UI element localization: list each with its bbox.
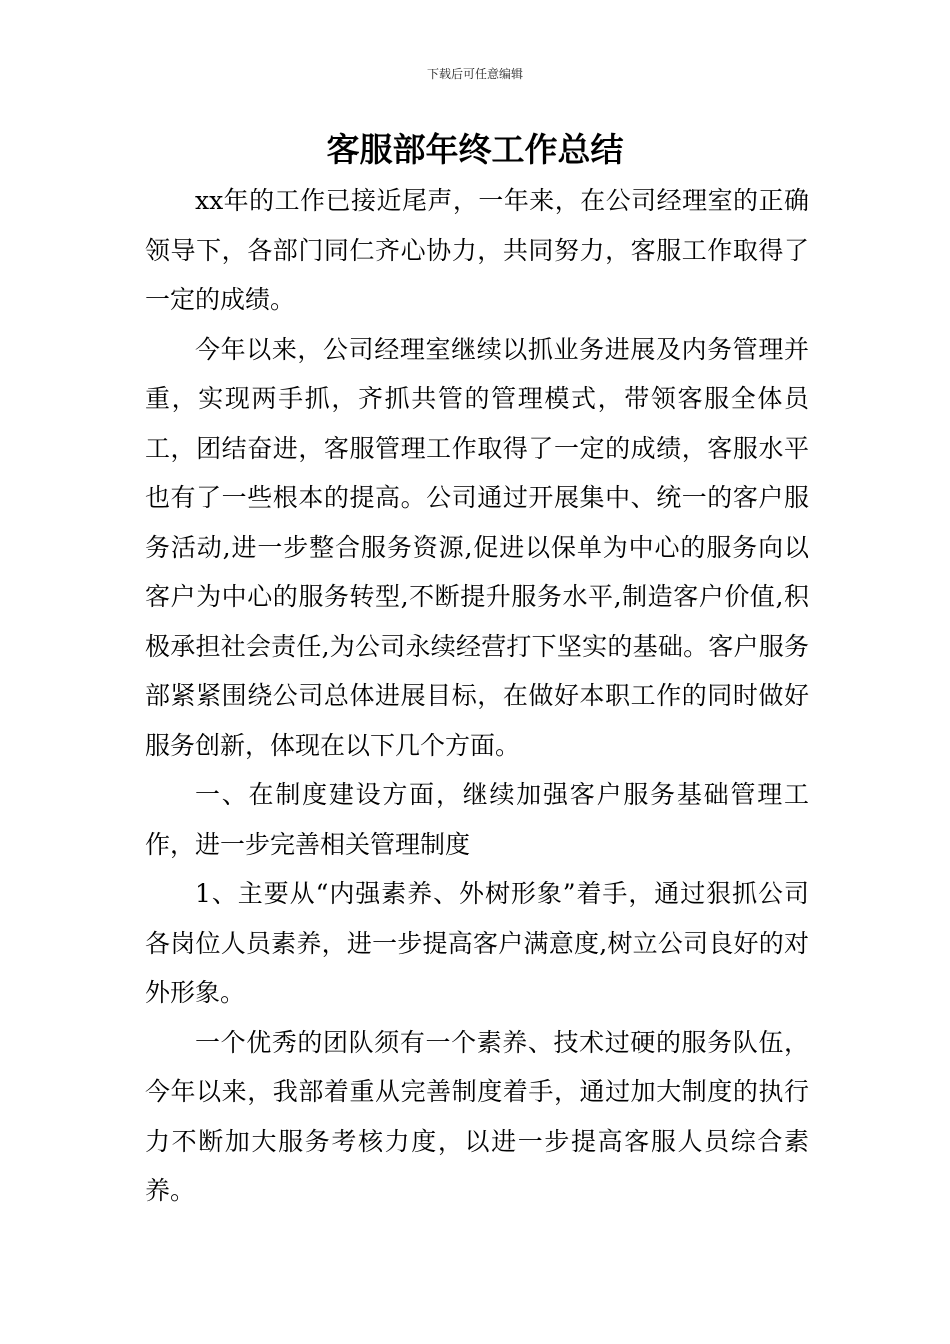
header-note: 下载后可任意编辑 — [426, 67, 523, 81]
document-body — [145, 176, 809, 1216]
paragraph-item-1: 1、主要从“内强素养、外树形象”着手，通过狠抓公司各岗位人员素养，进一步提高客户满意度,树立公司良好的对外形象。 — [145, 879, 809, 1007]
paragraph-intro: xx年的工作已接近尾声，一年来，在公司经理室的正确领导下，各部门同仁齐心协力，共同努力，客服工作取得了一定的成绩。 — [145, 186, 809, 314]
paragraph-section-heading: 一、在制度建设方面，继续加强客户服务基础管理工作，进一步完善相关管理制度 — [145, 780, 809, 859]
paragraph-team: 一个优秀的团队须有一个素养、技术过硬的服务队伍，今年以来，我部着重从完善制度着手，通过加大制度的执行力不断加大服务考核力度，以进一步提高客服人员综合素养。 — [145, 1027, 809, 1205]
document-title: 客服部年终工作总结 — [326, 130, 624, 169]
paragraph-overview: 今年以来，公司经理室继续以抓业务进展及内务管理并重，实现两手抓，齐抓共管的管理模式，带领客服全体员工，团结奋进，客服管理工作取得了一定的成绩，客服水平也有了一些根本的提高。公司通过开展集中、统一的客户服务活动,进一步整合服务资源,促进以保单为中心的服务向以客户为中心的服务转型,不断提升服务水平,制造客户价值,积极承担社会责任,为公司永续经营打下坚实的基础。客户服务部紧紧围绕公司总体进展目标，在做好本职工作的同时做好服务创新，体现在以下几个方面。 — [145, 334, 809, 760]
